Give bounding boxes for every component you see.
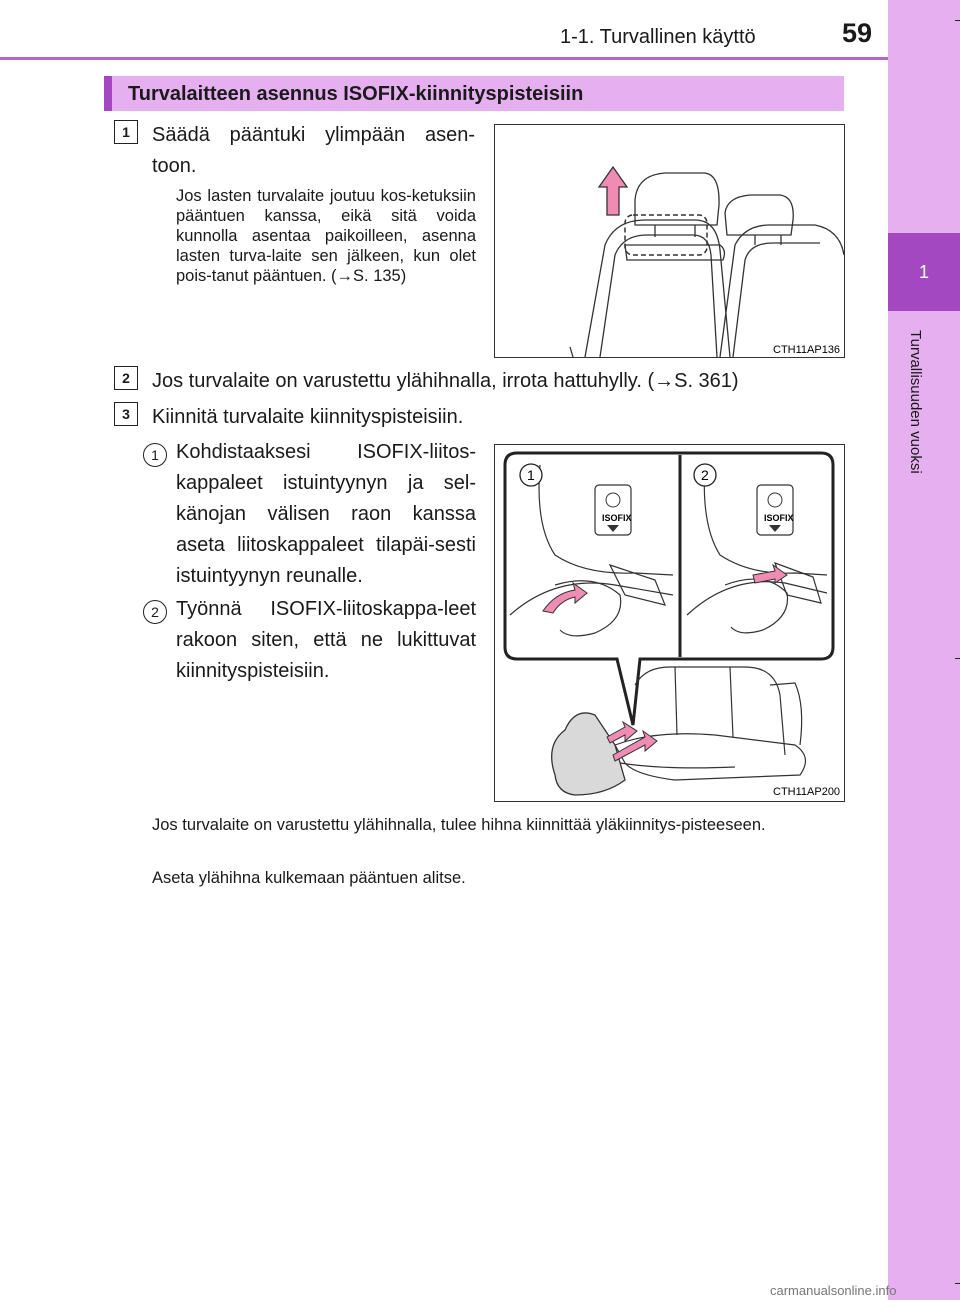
step-number-box: 1 [114,120,138,144]
step-1-text: Säädä pääntuki ylimpään asen-toon. [152,124,475,177]
figure-code: CTH11AP136 [773,344,841,356]
side-tab [888,0,960,1300]
page-number: 59 [842,18,873,48]
figure-isofix [494,444,845,802]
step-number-box: 2 [114,366,138,390]
note-top-tether: Jos turvalaite on varustettu ylähihnalla, tulee hihna kiinnittää yläkiinnitys-pisteeseen. [152,816,766,834]
substep-number-circle: 2 [143,600,167,624]
side-tab-chapter-number: 1 [888,233,960,311]
edge-tick [955,20,960,21]
isofix-tag: ISOFIX [602,513,632,523]
note-tether-route: Aseta ylähihna kulkemaan pääntuen alitse. [152,869,466,887]
section-title: Turvalaitteen asennus ISOFIX-kiinnityspisteisiin [128,83,584,105]
header-rule [0,57,888,60]
inset-callout-number: 1 [527,467,535,483]
substep-number-circle: 1 [143,443,167,467]
up-arrow-icon [599,167,627,215]
edge-tick [955,1283,960,1284]
substep-2-text: Työnnä ISOFIX-liitoskappa-leet rakoon siten, että ne lukittuvat kiinnityspisteisiin. [176,598,476,682]
substep-1-text: Kohdistaaksesi ISOFIX-liitos-kappaleet istuintyynyn ja sel-känojan välisen raon kanssa aseta liitoskappaleet tilapäi-sesti istuintyynyn reunalle. [176,441,476,587]
edge-tick [955,658,960,659]
isofix-tag: ISOFIX [764,513,794,523]
headrest-illustration [495,125,844,357]
step-3-text: Kiinnitä turvalaite kiinnityspisteisiin. [152,406,464,428]
step-2-text: Jos turvalaite on varustettu ylähihnalla, irrota hattuhylly. (→S. 361) [152,370,739,392]
chapter-title: 1-1. Turvallinen käyttö [560,26,756,48]
watermark: carmanualsonline.info [770,1283,897,1298]
figure-code: CTH11AP200 [773,786,841,798]
side-tab-label: Turvallisuuden vuoksi [907,330,924,474]
figure-headrest [494,124,845,358]
section-bar-accent [104,76,112,111]
step-1-note: Jos lasten turvalaite joutuu kos-ketuksiin pääntuen kanssa, eikä sitä voida kunnolla asentaa paikoilleen, asenna lasten turva-laite sen jälkeen, kun olet pois-tanut pääntuen. (→S. 135) [176,187,476,285]
inset-callout-number: 2 [701,467,709,483]
isofix-illustration [495,445,844,801]
step-number-box: 3 [114,402,138,426]
